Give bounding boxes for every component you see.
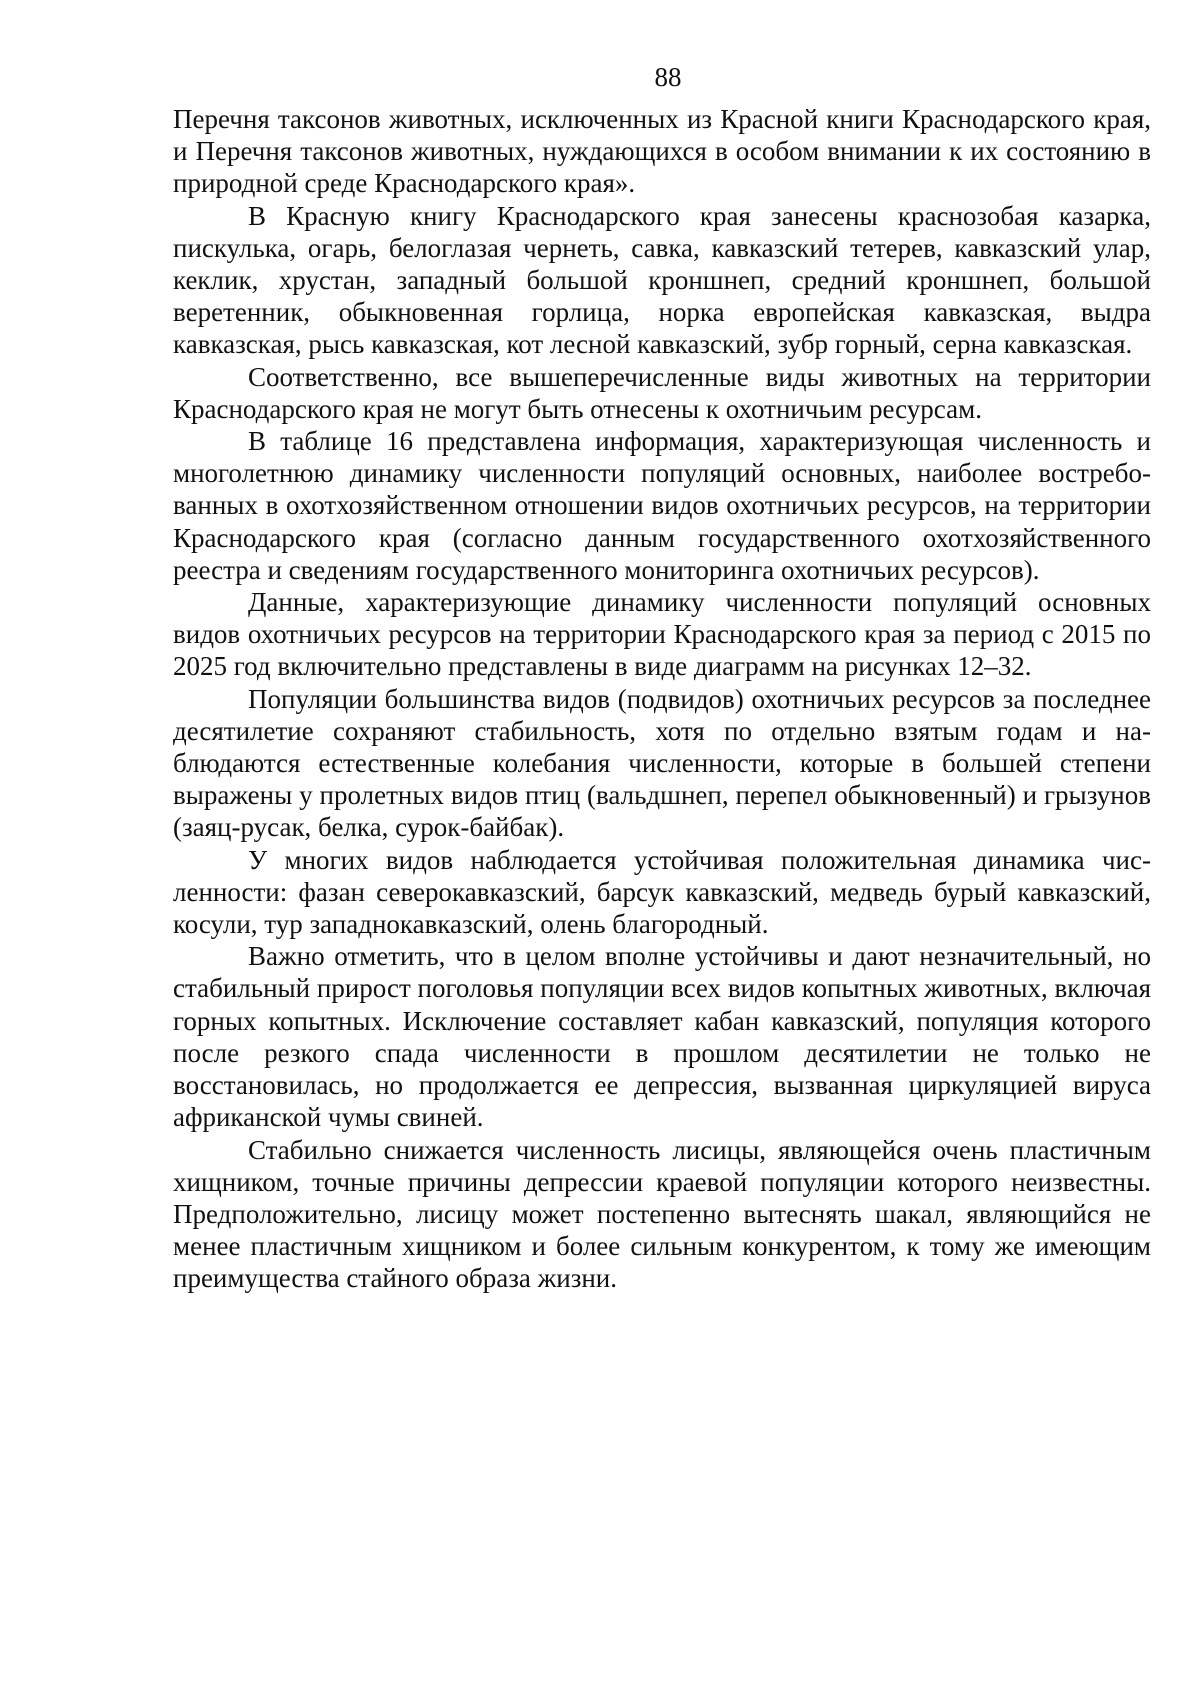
- paragraph-red-book-species: В Красную книгу Краснодарского края занесены краснозобая казарка, пискулька, огарь, белоглазая чернеть, савка, кавказский тетерев, кавказский улар, кеклик, хрустан, западный большой кроншнеп, средний кроншнеп, большой веретенник, обыкновенная горлица, норка европейская кавказская, выдра кавказская, рысь кавказская, кот лесной кавказский, зубр горный, серна кавказская.: [173, 200, 1151, 360]
- paragraph-positive-dynamics: У многих видов наблюдается устойчивая положительная динамика численности: фазан северокавказский, барсук кавказский, медведь бурый кавказский, косули, тур западнокавказский, олень благородный.: [173, 844, 1151, 940]
- paragraph-population-stability: Популяции большинства видов (подвидов) охотничьих ресурсов за последнее десятилетие сохраняют стабильность, хотя по отдельно взятым годам и наблюдаются естественные колебания численности, которые в большей степени выражены у пролетных видов птиц (вальдшнеп, перепел обыкновенный) и грызунов (заяц-русак, белка, сурок-байбак).: [173, 683, 1151, 843]
- page-number: 88: [654, 62, 682, 92]
- paragraph-fox-decline: Стабильно снижается численность лисицы, являющейся очень пластичным хищником, точные причины депрессии краевой популяции которого неизвестны. Предположительно, лисицу может постепенно вытеснять шакал, являющийся не менее пластичным хищником и более сильным конкурентом, к тому же имеющим преимущества стайного образа жизни.: [173, 1134, 1151, 1294]
- paragraph-not-hunting-resources: Соответственно, все вышеперечисленные виды животных на территории Краснодарского края не могут быть отнесены к охотничьим ресурсам.: [173, 361, 1151, 424]
- paragraph-continuation: Перечня таксонов животных, исключенных из Красной книги Краснодарского края, и Перечня таксонов животных, нуждающихся в особом внимании к их состоянию в природной среде Краснодарского края».: [173, 104, 1151, 199]
- paragraph-diagrams: Данные, характеризующие динамику численности популяций основных видов охотничьих ресурсов на территории Краснодарского края за период с 2015 по 2025 год включительно представлены в виде диаграмм на рисунках 12–32.: [173, 587, 1151, 682]
- paragraph-ungulates: Важно отметить, что в целом вполне устойчивы и дают незначительный, но стабильный прирост поголовья популяции всех видов копытных животных, включая горных копытных. Исключение составляет кабан кавказский, популяция которого после резкого спада численности в прошлом десятилетии не только не восстановилась, но продолжается ее депрессия, вызванная циркуляцией вируса африканской чумы свиней.: [173, 941, 1151, 1133]
- page-body: [173, 103, 1151, 1295]
- paragraph-table-16: В таблице 16 представлена информация, характеризующая численность и многолетнюю динамику численности популяций основных, наиболее востребованных в охотхозяйственном отношении видов охотничьих ресурсов, на территории Краснодарского края (согласно данным государственного охотхозяйственного реестра и сведениям государственного мониторинга охотничьих ресурсов).: [173, 426, 1151, 585]
